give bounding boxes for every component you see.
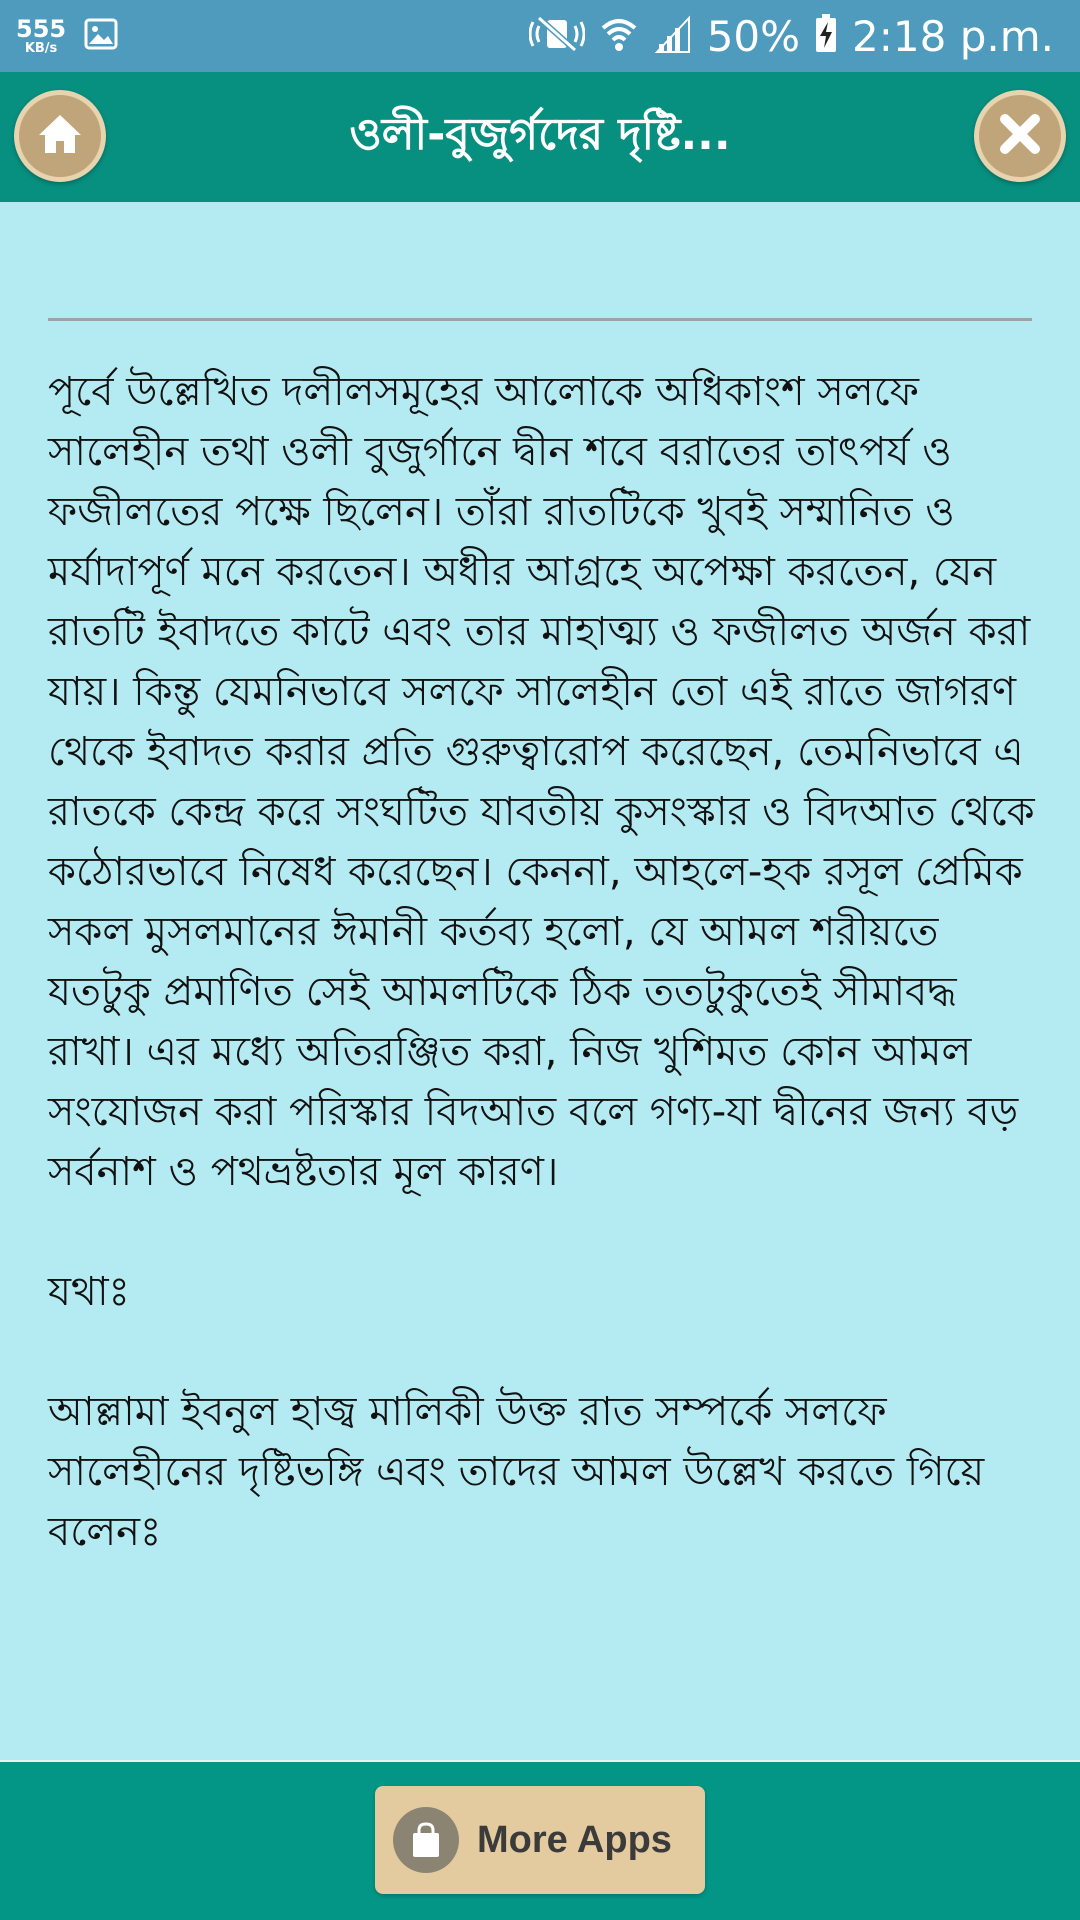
more-apps-button[interactable]: [375, 1786, 705, 1894]
home-button[interactable]: [14, 90, 106, 182]
shopping-bag-icon: [393, 1807, 459, 1873]
article-paragraph: পূর্বে উল্লেখিত দলীলসমূহের আলোকে অধিকাংশ সলফে সালেহীন তথা ওলী বুজুর্গানে দ্বীন শবে বরাতের তাৎপর্য ও ফজীলতের পক্ষে ছিলেন। তাঁরা রাতটিকে খুবই সম্মানিত ও মর্যাদাপূর্ণ মনে করতেন। অধীর আগ্রহে অপেক্ষা করতেন, যেন রাতটি ইবাদতে কাটে এবং তার মাহাত্ম্য ও ফজীলত অর্জন করা যায়। কিন্তু যেমনিভাবে সলফে সালেহীন তো এই রাতে জাগরণ থেকে ইবাদত করার প্রতি গুরুত্বারোপ করেছেন, তেমনিভাবে এ রাতকে কেন্দ্র করে সংঘটিত যাবতীয় কুসংস্কার ও বিদআত থেকে কঠোরভাবে নিষেধ করেছেন। কেননা, আহলে-হক রসূল প্রেমিক সকল মুসলমানের ঈমানী কর্তব্য হলো, যে আমল শরীয়তে যতটুকু প্রমাণিত সেই আমলটিকে ঠিক ততটুকুতেই সীমাবদ্ধ রাখা। এর মধ্যে অতিরঞ্জিত করা, নিজ খুশিমত কোন আমল সংযোজন করা পরিস্কার বিদআত বলে গণ্য-যা দ্বীনের জন্য বড় সর্বনাশ ও পথভ্রষ্টতার মূল কারণ।: [48, 369, 1035, 1195]
status-bar-left: [16, 17, 118, 55]
app-bar: [0, 72, 1080, 202]
article-body: [48, 362, 1038, 1622]
close-icon: [995, 109, 1045, 163]
net-speed-value: 555: [16, 15, 67, 43]
close-button[interactable]: [974, 90, 1066, 182]
battery-percent: 50%: [706, 11, 801, 61]
wifi-icon: [599, 14, 639, 58]
status-bar: [0, 0, 1080, 72]
net-speed-indicator: [16, 17, 66, 55]
article-paragraph: যথাঃ: [48, 1269, 130, 1315]
net-speed-unit: KB/s: [24, 41, 58, 56]
bottom-bar: [0, 1760, 1080, 1920]
article-scroll-area[interactable]: [0, 202, 1080, 1760]
image-icon: [84, 17, 118, 55]
signal-icon: [653, 14, 693, 58]
home-icon: [35, 109, 85, 163]
divider: [48, 318, 1032, 321]
battery-icon: [814, 14, 838, 58]
more-apps-label: More Apps: [477, 1818, 672, 1861]
page-title: ওলী-বুজুর্গদের দৃষ্টি...: [349, 108, 731, 160]
article-paragraph: আল্লামা ইবনুল হাজ্ব মালিকী উক্ত রাত সম্পর্কে সলফে সালেহীনের দৃষ্টিভঙ্গি এবং তাদের আমল উল্লেখ করতে গিয়ে বলেনঃ: [48, 1389, 985, 1555]
mute-icon: [529, 14, 585, 58]
clock: 2:18 p.m.: [852, 11, 1054, 61]
status-bar-right: [529, 12, 1054, 61]
